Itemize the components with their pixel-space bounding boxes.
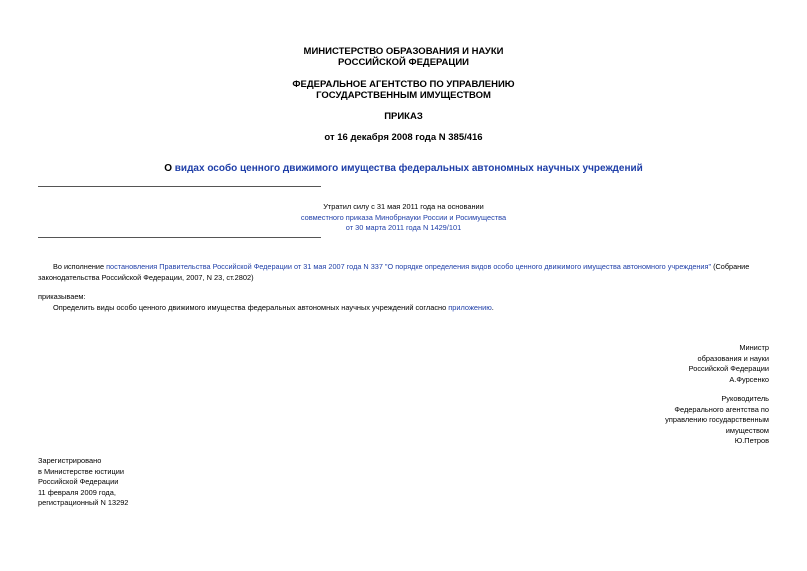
registration-line-2: в Министерстве юстиции xyxy=(38,466,125,476)
appendix-link[interactable]: приложению xyxy=(448,303,492,312)
resolution-link[interactable]: постановления Правительства Российской Федерации от 31 мая 2007 года N 337 "О порядке определения видов особо ценного движимого имущества автономного учреждения" xyxy=(106,262,712,271)
ministry-line-2: РОССИЙСКОЙ ФЕДЕРАЦИИ xyxy=(337,57,469,68)
para1-suffix: (Собрание xyxy=(711,262,750,271)
doc-title xyxy=(0,163,807,174)
doc-type: ПРИКАЗ xyxy=(384,111,423,122)
para2-suffix: . xyxy=(491,303,494,312)
doc-title-link[interactable]: видах особо ценного движимого имущества федеральных автономных научных учреждений xyxy=(174,163,643,174)
minister-title: Министр xyxy=(739,343,769,352)
status-note-line-1: Утратил силу с 31 мая 2011 года на основании xyxy=(323,202,484,211)
head-name: Ю.Петров xyxy=(734,436,769,445)
status-note-link-1[interactable]: совместного приказа Минобрнауки России и Росимущества xyxy=(300,212,507,222)
divider-top xyxy=(38,186,321,187)
status-note xyxy=(0,202,807,234)
agency-name xyxy=(0,79,807,101)
agency-line-2: ГОСУДАРСТВЕННЫМ ИМУЩЕСТВОМ xyxy=(316,90,491,101)
body-paragraph-2 xyxy=(53,303,494,314)
minister-dept: образования и науки xyxy=(697,353,769,363)
registration-line-3: Российской Федерации xyxy=(38,477,119,486)
doc-date-number: от 16 декабря 2008 года N 385/416 xyxy=(324,132,483,143)
para2-prefix: Определить виды особо ценного движимого имущества федеральных автономных научных учреждений согласно xyxy=(53,303,449,312)
minister-name: А.Фурсенко xyxy=(729,374,769,384)
head-line-4: имуществом xyxy=(725,425,769,435)
agency-line-1: ФЕДЕРАЛЬНОЕ АГЕНТСТВО ПО УПРАВЛЕНИЮ xyxy=(292,79,515,90)
ministry-name xyxy=(0,46,807,68)
body-paragraph-1 xyxy=(38,262,769,283)
registration-line-5: регистрационный N 13292 xyxy=(38,498,129,507)
head-line-3: управлению государственным xyxy=(665,415,769,424)
ministry-line-1: МИНИСТЕРСТВО ОБРАЗОВАНИЯ И НАУКИ xyxy=(303,46,504,57)
para1-prefix: Во исполнение xyxy=(53,262,107,271)
head-line-2: Федерального агентства по xyxy=(674,404,769,414)
divider-bottom xyxy=(38,237,321,238)
head-title: Руководитель xyxy=(721,394,769,403)
order-word: приказываем: xyxy=(38,292,86,301)
signature-head xyxy=(569,394,769,447)
status-note-link-2[interactable]: от 30 марта 2011 года N 1429/101 xyxy=(345,223,462,232)
registration-line-4: 11 февраля 2009 года, xyxy=(38,487,116,497)
para1-line-2: законодательства Российской Федерации, 2007, N 23, ст.2802) xyxy=(38,272,254,282)
signature-minister xyxy=(569,343,769,385)
registration-line-1: Зарегистрировано xyxy=(38,456,102,465)
doc-title-prefix: О xyxy=(164,163,175,174)
registration-block xyxy=(38,456,128,509)
minister-country: Российской Федерации xyxy=(688,364,769,373)
